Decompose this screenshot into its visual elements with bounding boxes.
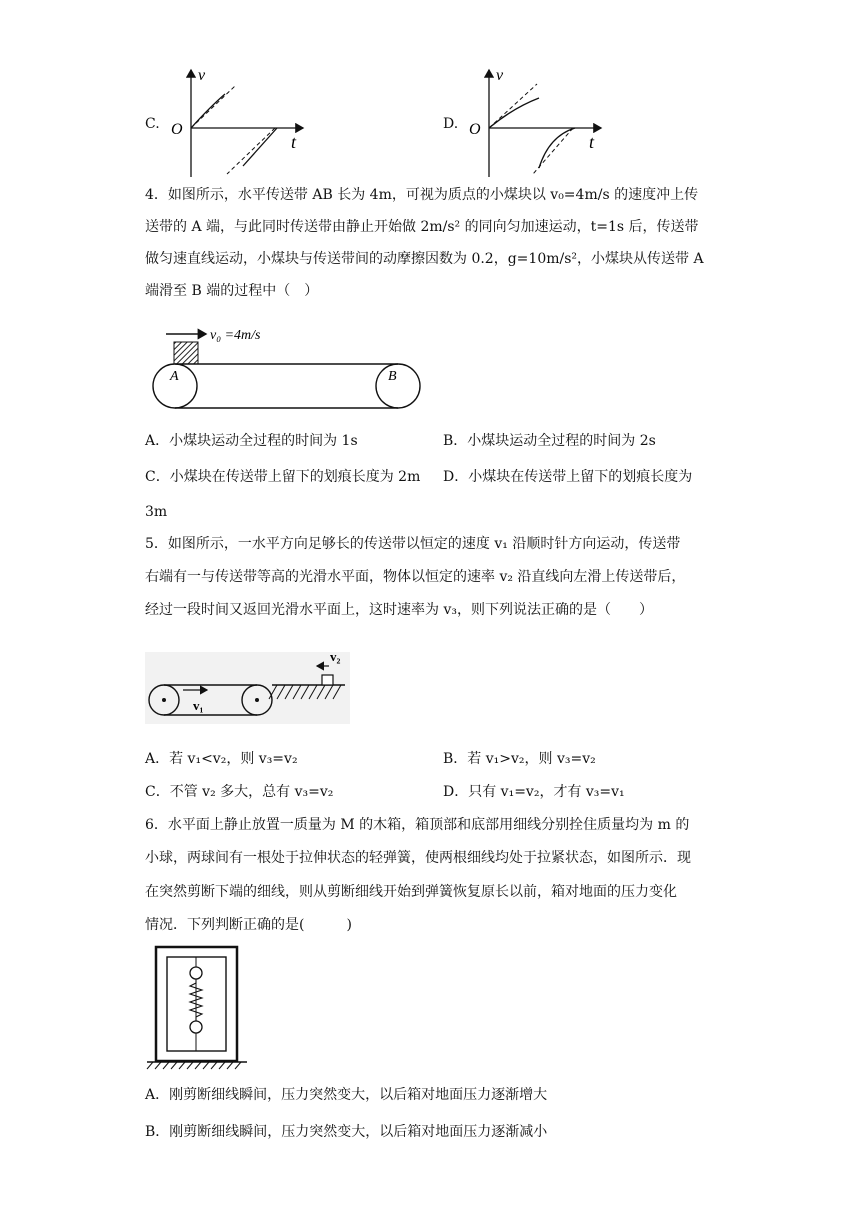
- q6-text-line-3: 在突然剪断下端的细线，则从剪断细线开始到弹簧恢复原长以前，箱对地面的压力变化: [145, 884, 677, 900]
- q5-text-line-2: 右端有一与传送带等高的光滑水平面，物体以恒定的速率 v₂ 沿直线向左滑上传送带后，: [145, 569, 686, 585]
- q3-d-v-label: v: [496, 67, 504, 84]
- q4-option-c: C．小煤块在传送带上留下的划痕长度为 2m: [145, 469, 421, 485]
- q5-option-d: D．只有 v₁=v₂，才有 v₃=v₁: [443, 784, 625, 800]
- q4-option-d-cont: 3m: [145, 504, 168, 520]
- q3-d-o-label: O: [469, 121, 481, 138]
- q4-text-line-2: 送带的 A 端，与此同时传送带由静止开始做 2m/s² 的同向匀加速运动，t=1s 后，传送带: [145, 219, 699, 235]
- q3-option-d-label: D.: [443, 116, 459, 132]
- q6-text-line-2: 小球，两球间有一根处于拉伸状态的轻弹簧，使两根细线均处于拉紧状态，如图所示．现: [145, 850, 691, 866]
- q3-c-v-label: v: [198, 67, 206, 84]
- q4-option-b: B．小煤块运动全过程的时间为 2s: [443, 433, 656, 449]
- q3-c-o-label: O: [171, 121, 183, 138]
- q6-option-a: A．刚剪断细线瞬间，压力突然变大，以后箱对地面压力逐渐增大: [145, 1087, 548, 1103]
- q4-conveyor-figure: [150, 322, 430, 414]
- q4-b-label: B: [388, 369, 397, 384]
- q5-text-line-3: 经过一段时间又返回光滑水平面上，这时速率为 v₃，则下列说法正确的是（ ）: [145, 602, 653, 618]
- q5-v2-label: v₂: [330, 652, 341, 664]
- q3-d-t-label: t: [589, 132, 595, 152]
- q4-option-a: A．小煤块运动全过程的时间为 1s: [145, 433, 358, 449]
- q3-graph-d: [463, 62, 613, 182]
- q5-option-b: B．若 v₁>v₂，则 v₃=v₂: [443, 751, 596, 767]
- q4-v0-label: v₀ =4m/s: [210, 328, 261, 343]
- q4-text-line-4: 端滑至 B 端的过程中（ ）: [145, 283, 319, 299]
- q6-text-line-4: 情况．下列判断正确的是( ): [145, 917, 352, 933]
- q5-option-a: A．若 v₁<v₂，则 v₃=v₂: [145, 751, 298, 767]
- q5-text-line-1: 5．如图所示，一水平方向足够长的传送带以恒定的速度 v₁ 沿顺时针方向运动，传送带: [145, 536, 681, 552]
- upper-ball: [190, 967, 202, 979]
- q4-text-line-3: 做匀速直线运动，小煤块与传送带间的动摩擦因数为 0.2，g=10m/s²，小煤块从传送带 A: [145, 251, 704, 267]
- q4-option-d: D．小煤块在传送带上留下的划痕长度为: [443, 469, 693, 485]
- q5-v1-label: v₁: [193, 698, 204, 713]
- coal-block: [174, 342, 198, 364]
- q6-option-b: B．刚剪断细线瞬间，压力突然变大，以后箱对地面压力逐渐减小: [145, 1124, 548, 1140]
- q3-graph-c: [165, 62, 315, 182]
- lower-ball: [190, 1021, 202, 1033]
- q3-option-c-label: C.: [145, 116, 160, 132]
- q6-text-line-1: 6．水平面上静止放置一质量为 M 的木箱，箱顶部和底部用细线分别拴住质量均为 m 的: [145, 817, 690, 833]
- q5-option-c: C．不管 v₂ 多大，总有 v₃=v₂: [145, 784, 334, 800]
- pulley-b: [376, 364, 420, 408]
- q4-a-label: A: [170, 369, 179, 384]
- q4-text-line-1: 4．如图所示，水平传送带 AB 长为 4m，可视为质点的小煤块以 v₀=4m/s 的速度冲上传: [145, 187, 699, 203]
- q6-box-figure: [145, 945, 255, 1075]
- q3-c-t-label: t: [291, 132, 297, 152]
- q5-conveyor-figure: [145, 652, 350, 724]
